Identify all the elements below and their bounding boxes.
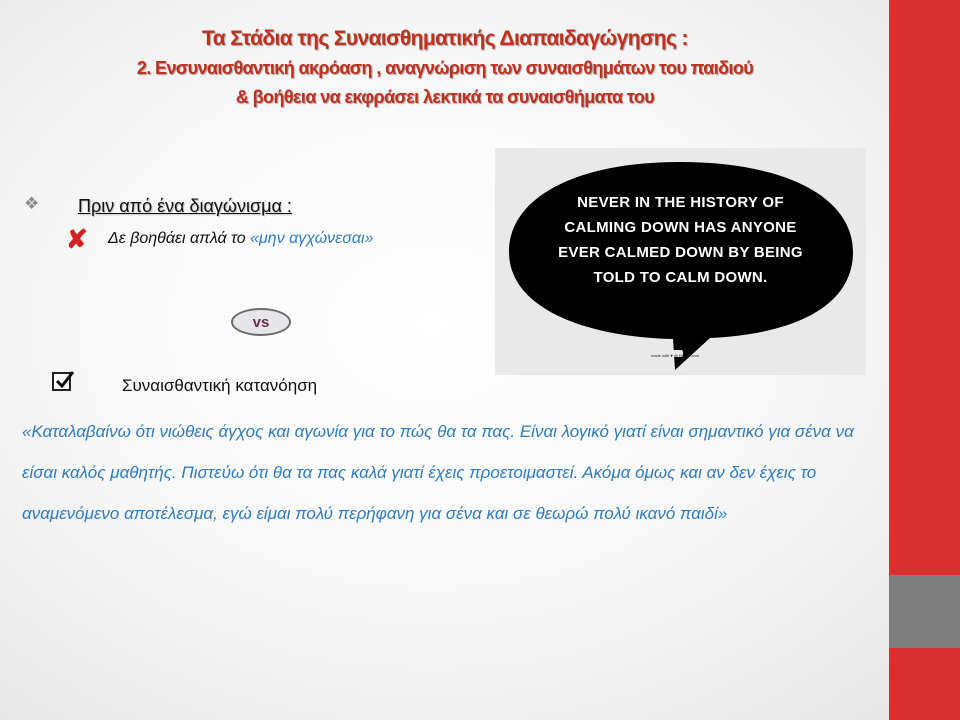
diamond-bullet-icon: ❖ xyxy=(24,194,40,213)
title-line-1: Τα Στάδια της Συναισθηματικής Διαπαιδαγώγησης : xyxy=(202,27,688,50)
bubble-line: EVER CALMED DOWN BY BEING xyxy=(558,244,803,261)
bubble-line: TOLD TO CALM DOWN. xyxy=(593,269,768,286)
title-line-3: & βοήθεια να εκφράσει λεκτικά τα συναισθήματα του xyxy=(235,87,655,107)
wrong-approach xyxy=(108,230,373,248)
accent-bar-gray xyxy=(889,575,960,648)
checkbox-checked-icon xyxy=(52,372,71,391)
accent-bar-red-bottom xyxy=(889,648,960,720)
accent-bar-red-top xyxy=(889,0,960,575)
section-heading: Πριν από ένα διαγώνισμα : xyxy=(78,196,292,216)
bubble-line: NEVER IN THE HISTORY OF xyxy=(577,194,784,211)
wrong-prefix: Δε βοηθάει απλά το xyxy=(108,230,251,247)
right-approach-label: Συναισθαντική κατανόηση xyxy=(122,376,318,395)
vs-badge: vs xyxy=(231,308,291,336)
cross-mark-icon: ✘ xyxy=(66,224,88,254)
bubble-text xyxy=(495,190,866,290)
empathy-quote: «Καταλαβαίνω ότι νιώθεις άγχος και αγωνία για το πώς θα τα πας. Είναι λογικό γιατί είναι σημαντικό για σένα να είσαι καλός μαθητής. Πιστεύω ότι θα τα πας καλά γιατί έχεις προετοιμαστεί. Ακόμα όμως και αν δεν έχεις το αναμενόμενο αποτέλεσμα, εγώ είμαι πολύ περήφανη για σένα και σε θεωρώ πολύ ικανό παιδί» xyxy=(22,422,854,523)
speech-bubble-image xyxy=(495,148,866,375)
title-line-2: 2. Ενσυναισθαντική ακρόαση , αναγνώριση των συναισθημάτων του παιδιού xyxy=(136,58,754,78)
bubble-line: CALMING DOWN HAS ANYONE xyxy=(564,219,797,236)
slide-title xyxy=(40,24,850,112)
wrong-quote: «μην αγχώνεσαι» xyxy=(250,230,374,247)
image-credit: made with ♥ @ Recite.com xyxy=(650,353,699,358)
